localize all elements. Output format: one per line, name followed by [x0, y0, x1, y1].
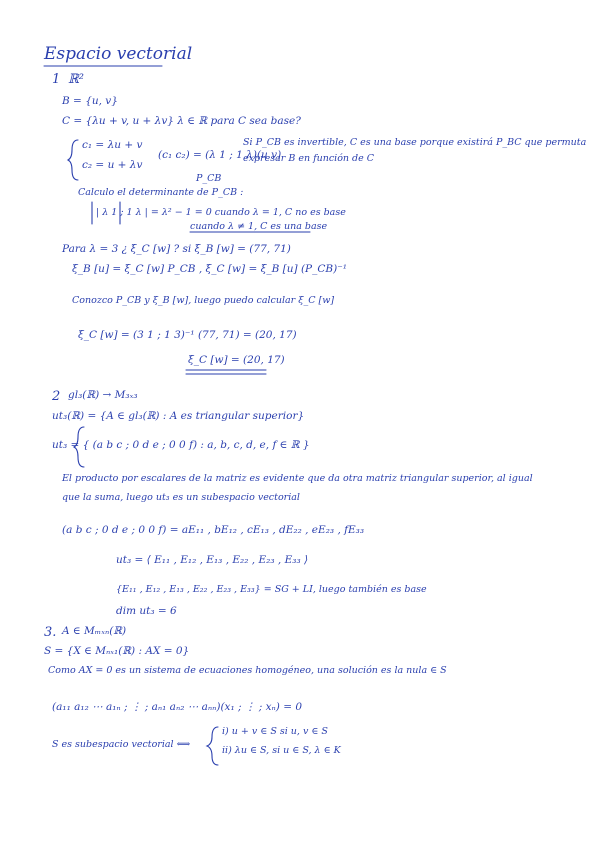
basis-C: C = {λu + v, u + λv} λ ∈ ℝ para C sea base?	[62, 115, 301, 127]
ut3-span: ut₃ = ⟨ E₁₁ , E₁₂ , E₁₃ , E₂₂ , E₂₃ , E₃₃ ⟩	[116, 554, 309, 566]
coordinate-relation: ξ_B [u] = ξ_C [w] P_CB , ξ_C [w] = ξ_B [u] (P_CB)⁻¹	[72, 263, 347, 275]
closure-paragraph-1: El producto por escalares de la matriz es evidente que da otra matriz triangular superior, al igual	[62, 473, 533, 484]
determinant-equation: | λ 1 ; 1 λ | = λ² − 1 = 0 cuando λ = 1, C no es base	[96, 207, 346, 218]
basis-B: B = {u, v}	[62, 95, 118, 107]
closure-paragraph-2: que la suma, luego ut₃ es un subespacio vectorial	[62, 492, 300, 503]
result-double-underline	[186, 370, 266, 374]
determinant-case: cuando λ ≠ 1, C es una base	[190, 221, 328, 232]
system-brace	[68, 140, 78, 180]
ut3-basis: {E₁₁ , E₁₂ , E₁₃ , E₂₂ , E₂₃ , E₃₃} = SG + LI, luego también es base	[116, 584, 427, 595]
inverse-calculation: ξ_C [w] = (3 1 ; 1 3)⁻¹ (77, 71) = (20, 17)	[78, 329, 297, 341]
section-2-heading: gl₃(ℝ) → M₃ₓ₃	[68, 389, 138, 401]
system-line-2: c₂ = u + λv	[82, 159, 143, 171]
cond-brace	[207, 727, 218, 765]
pcb-label: P_CB	[196, 173, 222, 184]
final-coordinates: ξ_C [w] = (20, 17)	[188, 354, 285, 366]
determinant-intro: Calculo el determinante de P_CB :	[78, 187, 244, 198]
section-3-number: 3.	[44, 625, 57, 640]
homogeneous-system: (a₁₁ a₁₂ ⋯ a₁ₙ ; ⋮ ; aₙ₁ aₙ₂ ⋯ aₙₙ)(x₁ ; ⋮ ; xₙ) = 0	[52, 701, 303, 713]
condition-1: i) u + v ∈ S si u, v ∈ S	[222, 726, 328, 737]
homogeneous-note: Como AX = 0 es un sistema de ecuaciones homogéneo, una solución es la nula ∈ S	[48, 665, 447, 676]
invertible-note-2: expresar B en función de C	[243, 153, 375, 164]
section-2-number: 2	[52, 389, 61, 404]
condition-2: ii) λu ∈ S, si u ∈ S, λ ∈ K	[222, 745, 341, 756]
ut3-dimension: dim ut₃ = 6	[116, 605, 177, 617]
ut3-definition: ut₃(ℝ) = {A ∈ gl₃(ℝ) : A es triangular superior}	[52, 410, 305, 422]
section-3-heading: A ∈ Mₘₓₙ(ℝ)	[62, 625, 127, 637]
page-title: Espacio vectorial	[44, 44, 193, 64]
subspace-iff: S es subespacio vectorial ⟺	[52, 739, 191, 750]
invertible-note-1: Si P_CB es invertible, C es una base porque existirá P_BC que permuta	[243, 137, 587, 148]
ut3-set: ut₃ = { (a b c ; 0 d e ; 0 0 f) : a, b, c, d, e, f ∈ ℝ }	[52, 439, 310, 451]
section-1-number: 1	[52, 72, 61, 87]
matrix-equation: (c₁ c₂) = (λ 1 ; 1 λ)(u v)	[158, 149, 282, 161]
set-S-definition: S = {X ∈ Mₙₓ₁(ℝ) : AX = 0}	[44, 645, 190, 657]
conozco-line: Conozco P_CB y ξ_B [w], luego puedo calcular ξ_C [w]	[72, 295, 335, 306]
section-1-space: ℝ²	[68, 72, 85, 87]
lambda-three-question: Para λ = 3 ¿ ξ_C [w] ? si ξ_B [w] = (77, 71)	[62, 243, 291, 255]
matrix-decomposition: (a b c ; 0 d e ; 0 0 f) = aE₁₁ , bE₁₂ , cE₁₃ , dE₂₂ , eE₂₃ , fE₃₃	[62, 524, 365, 536]
system-line-1: c₁ = λu + v	[82, 139, 143, 151]
